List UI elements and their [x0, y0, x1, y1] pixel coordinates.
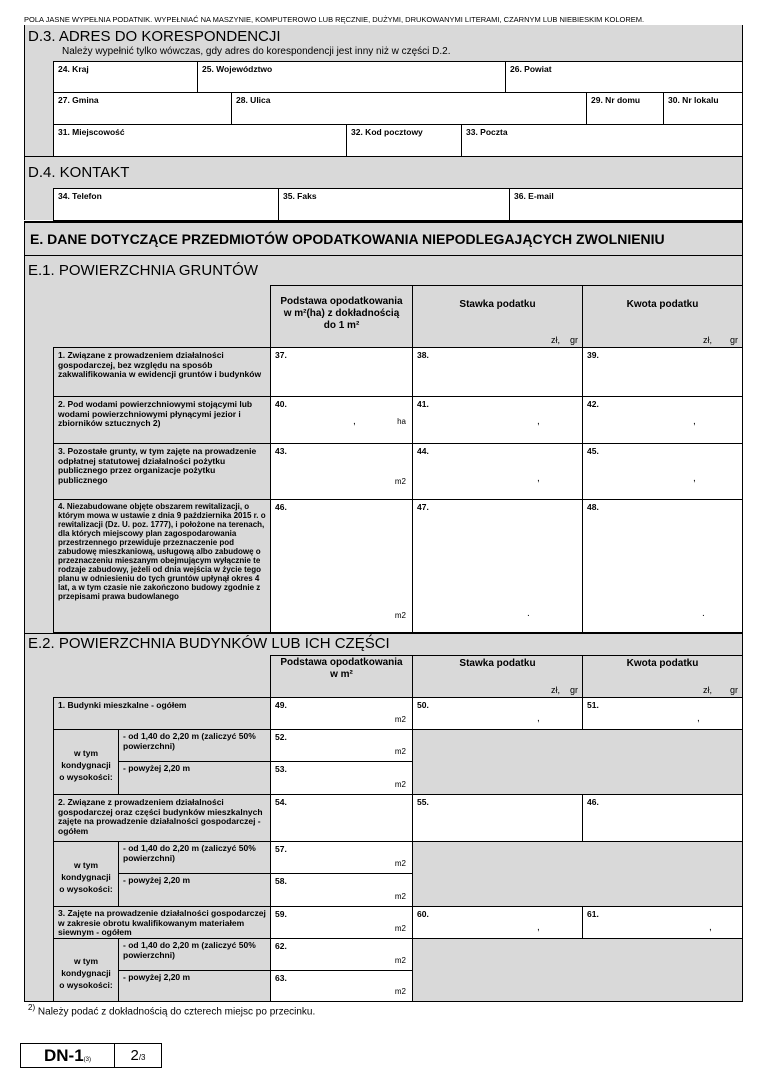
e1-row4-label: 4. Niezabudowane objęte obszarem rewitalizacji, o którym mowa w ustawie z dnia 9 października 2015 r. o rewitalizacji (Dz. U. poz. 1777), i położone na terenach, dla których miejscowy plan zagospodarowania przestrzennego przewiduje przeznaczenie pod zabudowę mieszkaniową, usługową albo zabudowę o przeznaczeniu mieszanym obejmującym wyłącznie te rodzaje zabudowy, jeżeli od dnia wejścia w życie tego planu w odniesieniu do tych gruntów upłynął okres 4 lat, a w tym czasie nie zakończono budowy zgodnie z przepisami prawa budowlanego [53, 499, 271, 633]
e2-title: E.2. POWIERZCHNIA BUDYNKÓW LUB ICH CZĘŚCI [28, 635, 390, 652]
e2-g1-label: 1. Budynki mieszkalne - ogółem [53, 697, 271, 730]
field-44[interactable]: 44. , [412, 443, 583, 500]
e2-g1-shaded [412, 729, 743, 795]
field-61[interactable]: 61. , [582, 906, 743, 939]
form-code: DN-1 [43, 1046, 84, 1065]
field-53[interactable]: 53. m2 [270, 761, 413, 795]
e1-col-podstawa-header: Podstawa opodatkowania w m²(ha) z dokładnością do 1 m² [270, 285, 413, 348]
e2-g2-wtym: w tym kondygnacji o wysokości: [53, 841, 119, 907]
field-54[interactable]: 54. [270, 794, 413, 842]
e2-col-podstawa-header: Podstawa opodatkowania w m² [270, 655, 413, 698]
field-43[interactable]: 43. m2 [270, 443, 413, 500]
field-kod-pocztowy[interactable]: 32. Kod pocztowy [346, 124, 462, 157]
e2-g2-sub2-label: - powyżej 2,20 m [118, 873, 271, 907]
form-version: (3) [83, 1057, 91, 1063]
field-faks[interactable]: 35. Faks [278, 188, 510, 221]
d3-title: D.3. ADRES DO KORESPONDENCJI [28, 28, 281, 45]
field-51[interactable]: 51. , [582, 697, 743, 730]
field-38[interactable]: 38. [412, 347, 583, 397]
d3-note: Należy wypełnić tylko wówczas, gdy adres do korespondencji jest inny niż w części D.2. [62, 46, 451, 57]
footnote-mark: 2) [28, 1003, 36, 1012]
field-60[interactable]: 60. , [412, 906, 583, 939]
field-39[interactable]: 39. [582, 347, 743, 397]
form-code-box [20, 1043, 115, 1068]
e1-col-kwota-header: Kwota podatku zł, gr [582, 285, 743, 348]
field-57[interactable]: 57. m2 [270, 841, 413, 874]
field-ulica[interactable]: 28. Ulica [231, 92, 587, 125]
field-46[interactable]: 46. m2 [270, 499, 413, 633]
e2-g2-label: 2. Związane z prowadzeniem działalności gospodarczej oraz części budynków mieszkalnych zajęte na prowadzenie działalności gospodarczej - ogółem [53, 794, 271, 842]
e1-title: E.1. POWIERZCHNIA GRUNTÓW [28, 262, 259, 279]
field-powiat[interactable]: 26. Powiat [505, 61, 743, 93]
field-58[interactable]: 58. m2 [270, 873, 413, 907]
e2-g3-shaded [412, 938, 743, 1002]
field-telefon[interactable]: 34. Telefon [53, 188, 279, 221]
footnote-text: Należy podać z dokładnością do czterech miejsc po przecinku. [37, 1006, 316, 1018]
e1-row1-label: 1. Związane z prowadzeniem działalności gospodarczej, bez względu na sposób zakwalifikowania w ewidencji gruntów i budynków [53, 347, 271, 397]
field-37[interactable]: 37. [270, 347, 413, 397]
e1-col-stawka-header: Stawka podatku zł, gr [412, 285, 583, 348]
field-41[interactable]: 41. , [412, 396, 583, 444]
page-total: /3 [138, 1053, 146, 1062]
page-number: 2 [130, 1047, 139, 1064]
e2-g1-sub1-label: - od 1,40 do 2,20 m (zaliczyć 50% powierzchni) [118, 729, 271, 762]
e2-g1-sub2-label: - powyżej 2,20 m [118, 761, 271, 795]
field-email[interactable]: 36. E-mail [509, 188, 743, 221]
field-miejscowosc[interactable]: 31. Miejscowość [53, 124, 347, 157]
e2-g3-wtym: w tym kondygnacji o wysokości: [53, 938, 119, 1002]
field-wojewodztwo[interactable]: 25. Województwo [197, 61, 506, 93]
page-number-box [114, 1043, 162, 1068]
footnote [28, 1003, 315, 1017]
field-kraj[interactable]: 24. Kraj [53, 61, 198, 93]
field-nr-lokalu[interactable]: 30. Nr lokalu [663, 92, 743, 125]
e2-g1-wtym: w tym kondygnacji o wysokości: [53, 729, 119, 795]
e1-row2-label: 2. Pod wodami powierzchniowymi stojącymi lub wodami powierzchniowymi płynącymi jezior i zbiorników sztucznych 2) [53, 396, 271, 444]
e2-col-kwota-header: Kwota podatku zł, gr [582, 655, 743, 698]
field-poczta[interactable]: 33. Poczta [461, 124, 743, 157]
field-62[interactable]: 62. m2 [270, 938, 413, 971]
d4-title: D.4. KONTAKT [28, 164, 130, 181]
field-40[interactable]: 40. , ha [270, 396, 413, 444]
field-59[interactable]: 59. m2 [270, 906, 413, 939]
field-50[interactable]: 50. , [412, 697, 583, 730]
e2-g3-sub2-label: - powyżej 2,20 m [118, 970, 271, 1002]
field-42[interactable]: 42. , [582, 396, 743, 444]
e2-col-stawka-header: Stawka podatku zł, gr [412, 655, 583, 698]
field-gmina[interactable]: 27. Gmina [53, 92, 232, 125]
e2-g2-sub1-label: - od 1,40 do 2,20 m (zaliczyć 50% powierzchni) [118, 841, 271, 874]
field-45[interactable]: 45. , [582, 443, 743, 500]
field-55[interactable]: 55. [412, 794, 583, 842]
e-title: E. DANE DOTYCZĄCE PRZEDMIOTÓW OPODATKOWANIA NIEPODLEGAJĄCYCH ZWOLNIENIU [30, 231, 665, 247]
bottom-rule [24, 1001, 743, 1002]
field-48[interactable]: 48. . [582, 499, 743, 633]
e2-g2-shaded [412, 841, 743, 907]
field-nr-domu[interactable]: 29. Nr domu [586, 92, 664, 125]
field-63[interactable]: 63. m2 [270, 970, 413, 1002]
top-note: POLA JASNE WYPEŁNIA PODATNIK. WYPEŁNIAĆ NA MASZYNIE, KOMPUTEROWO LUB RĘCZNIE, DUŻYMI, DRUKOWANYMI LITERAMI, CZARNYM LUB NIEBIESKIM KOLOREM. [24, 15, 645, 24]
field-47[interactable]: 47. . [412, 499, 583, 633]
field-49[interactable]: 49. m2 [270, 697, 413, 730]
field-56[interactable]: 46. [582, 794, 743, 842]
field-52[interactable]: 52. m2 [270, 729, 413, 762]
e2-g3-sub1-label: - od 1,40 do 2,20 m (zaliczyć 50% powierzchni) [118, 938, 271, 971]
e2-g3-label: 3. Zajęte na prowadzenie działalności gospodarczej w zakresie obrotu kwalifikowanym materiałem siewnym - ogółem [53, 906, 271, 939]
e1-row3-label: 3. Pozostałe grunty, w tym zajęte na prowadzenie odpłatnej statutowej działalności pożytku publicznego przez organizacje pożytku publicznego [53, 443, 271, 500]
